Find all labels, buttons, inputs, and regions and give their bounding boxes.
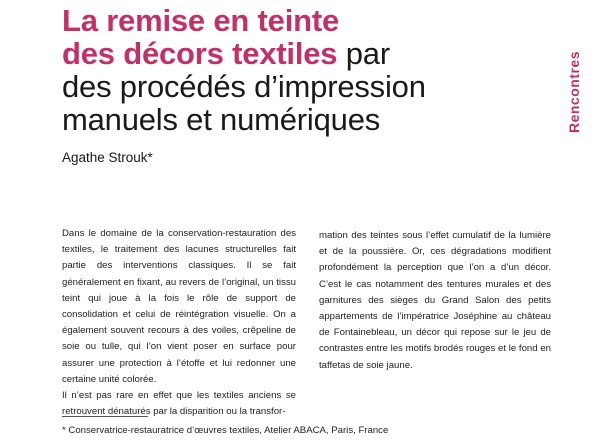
title-accent-1: La remise en teinte [62, 3, 340, 38]
body-paragraph: mation des teintes sous l’effet cumulatif de la lumière et de la poussière. Or, ces dégradations modifient profondément la perception que l’on a d’un décor. C’est le cas notamment des tentures murales et des garnitures des sièges du Grand Salon des petits appartements de l’impératrice Joséphine au château de Fontainebleau, un décor qui repose sur le jeu de contrastes entre les motifs brodés rouges et le fond en taffetas de soie jaune. [319, 230, 551, 371]
author-name: Agathe Strouk* [62, 150, 153, 165]
title-plain-2: par [337, 36, 390, 71]
footnote-divider [62, 416, 148, 417]
body-paragraph: Dans le domaine de la conservation-restauration des textiles, le traitement des lacunes structurelles fait partie des interventions classiques. Il se fait généralement en fixant, au revers de l’original, un tissu teint qui joue à la fois le rôle de support de consolidation et celui de réintégration visuelle. On a également souvent recours à des voiles, crêpeline de soie ou tulle, qui l’on vient poser en surface pour assurer une protection à l’étoffe et lui redonner une certaine unité colorée. [62, 228, 296, 385]
section-label-text: Rencontres [566, 50, 582, 134]
title-line-1 [62, 4, 542, 37]
body-column-left [62, 226, 296, 420]
footnote: * Conservatrice-restauratrice d’œuvres textiles, Atelier ABACA, Paris, France [62, 425, 389, 436]
section-label [563, 42, 585, 142]
title-line-2 [62, 37, 542, 70]
body-column-right [319, 228, 551, 374]
body-paragraph: Il n’est pas rare en effet que les textiles anciens se retrouvent dénaturés par la disparition ou la transfor- [62, 390, 296, 418]
title-line-4: manuels et numériques [62, 102, 381, 137]
article-title [62, 4, 542, 136]
title-line-3: des procédés d’impression [62, 69, 426, 104]
title-accent-2: des décors textiles [62, 36, 338, 71]
